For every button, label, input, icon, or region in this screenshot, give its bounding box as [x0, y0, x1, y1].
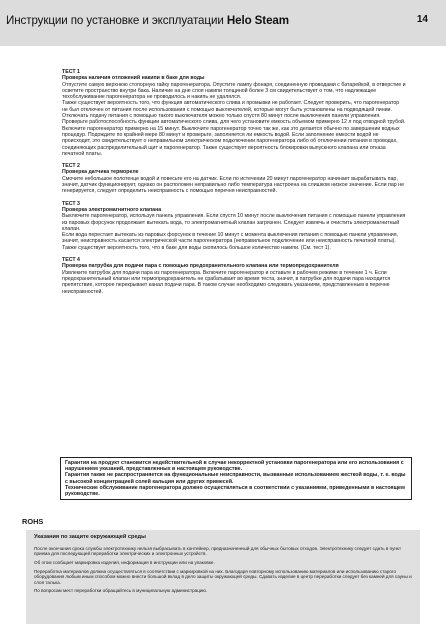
- environment-paragraph: Об этом сообщает маркировка изделия, информация в инструкции или на упаковке.: [34, 559, 215, 565]
- test-number: ТЕСТ 1: [62, 69, 80, 75]
- tests-section: [62, 69, 406, 301]
- rohs-label: ROHS: [22, 517, 44, 526]
- product-name: Helo Steam: [226, 14, 289, 27]
- test-paragraph: Также существует вероятность того, что функция автоматического слива и промывки не работает. Следует проверить, что парогенератор не был отключен от питания после использования с помощью выключателей, которые могут быть установлены на подводящей линии. Отключать подачу питания с помощью такого выключателя можно только спустя 80 минут после выключения панели управления.: [62, 100, 400, 120]
- test-number: ТЕСТ 2: [62, 163, 80, 170]
- test-paragraph: Если вода перестает вытекать из паровых форсунок в течение 10 минут с момента выключения питания с помощью панели управления, значит, неисправность касается электрической части парогенератора (неправильное подключение или неисправность печатной платы). Также существует вероятность того, что в баке для воды скопилось большое количество накипи. (См. тест 1).: [62, 232, 399, 251]
- test-number: ТЕСТ 4: [62, 257, 80, 264]
- test-paragraph: Проверьте работоспособность функции автоматического слива, для чего установите емкость объемом примерно 12 л под отводной трубой. Включите парогенератор примерно на 15 минут. Выключите парогенератор точно так же, как это делается обычно по завершении водных процедур. Подождите по крайней мере 80 минут и проверьте, заполняется ли емкость водой. Если заполнение емкости водой не происходит, это свидетельствует о неправильном электрическом подключении парогенератора либо об отключении питания в проводах, соединяющих распределительный щит и парогенератор. Также существует вероятность блокировки выпускного клапана или отказа печатной платы.: [62, 119, 406, 157]
- test-1: [62, 69, 406, 157]
- environment-paragraph: Переработка материалов должна осуществляться в соответствии с маркировкой на них. Благодаря повторному использованию материалов или использованию старого оборудования любым иным способом можно внести большой вклад в дело защиты окружающей среды. Сдавать изделие в центр переработки следует без камней для сауны и слоя талька.: [34, 568, 412, 585]
- warranty-line: Технические обслуживание парогенератора должно осуществляться в соответствии с указаниями, приведенными в настоящем руководстве.: [65, 484, 405, 498]
- test-heading: Проверка патрубка для подачи пара с помощью предохранительного клапана или термопредохранителя: [62, 263, 339, 270]
- environment-title: Указания по защите окружающей среды: [34, 534, 146, 540]
- test-heading: Проверка датчика термореле: [62, 169, 139, 176]
- page-number: 14: [416, 14, 428, 25]
- warranty-line: Гарантия также не распространяется на функциональные неисправности, вызванные использованием жесткой воды, т. е. воды с высокой концентрацией солей кальция или других примесей.: [65, 472, 406, 485]
- environment-notice: [26, 530, 420, 624]
- warranty-line: Гарантия на продукт становится недействительной в случае некорректной установки парогенератора или его использования с нарушением указаний, представленных в настоящем руководстве.: [65, 460, 404, 473]
- environment-paragraph: По вопросам мест переработки обращайтесь в муниципальную администрацию.: [34, 588, 208, 594]
- test-4: [62, 257, 406, 295]
- page-header: [0, 0, 446, 46]
- warranty-notice: [60, 457, 412, 500]
- test-paragraph: Выключите парогенератор, используя панель управления. Если спустя 10 минут после выключения питания с помощью панели управления из паровых форсунок продолжает вытекать вода, то электромагнитный клапан загрязнен. Следует извлечь и очистить электромагнитный клапан.: [62, 213, 406, 232]
- page-title-text: Инструкции по установке и эксплуатации: [6, 14, 227, 27]
- test-heading: Проверка электромагнитного клапана: [62, 206, 162, 213]
- test-heading: Проверка наличия отложений накипи в баке для воды: [62, 75, 205, 82]
- test-number: ТЕСТ 3: [62, 200, 80, 207]
- test-paragraph: Отпустите самую верхнюю стопорную гайку парогенератора. Опустите лампу фонаря, соединенную проводами с батарейкой, в отверстие и осветите пространство внутри бака. Наличие на дне слоя накипи толщиной более 3 см свидетельствует о том, что надлежащее техобслуживание парогенератора не проводилось и накипь не удалялся.: [62, 81, 406, 101]
- environment-paragraph: После окончания срока службы электротехнику нельзя выбрасывать в контейнер, предназначенный для обычных бытовых отходов. Электротехнику следует сдать в пункт приема для последующей переработки электрических и электронных устройств.: [34, 545, 402, 556]
- test-paragraph: Смочите небольшое полотенце водой и повесьте его на датчик. Если по истечении 20 минут парогенератор начинает вырабатывать пар, значит, датчик функционирует, однако он расположен неправильно либо температура настроена на слишком низкое значение. Если пар не генерируется, следует определить неисправность с помощью перечня неисправностей.: [62, 175, 405, 195]
- test-2: [62, 163, 406, 194]
- test-paragraph: Извлеките патрубок для подачи пара из парогенератора. Включите парогенератор и оставьте в рабочем режиме в течение 1 ч. Если предохранительный клапан или термопредохранитель не срабатывает во время теста, значит, в патрубке для подачи пара находится препятствие, которое перекрывает канал подачи пара. В таком случае необходимо следовать указаниям, представленным в перечне неисправностей.: [62, 269, 391, 295]
- test-3: [62, 201, 406, 251]
- page-title: [6, 14, 289, 27]
